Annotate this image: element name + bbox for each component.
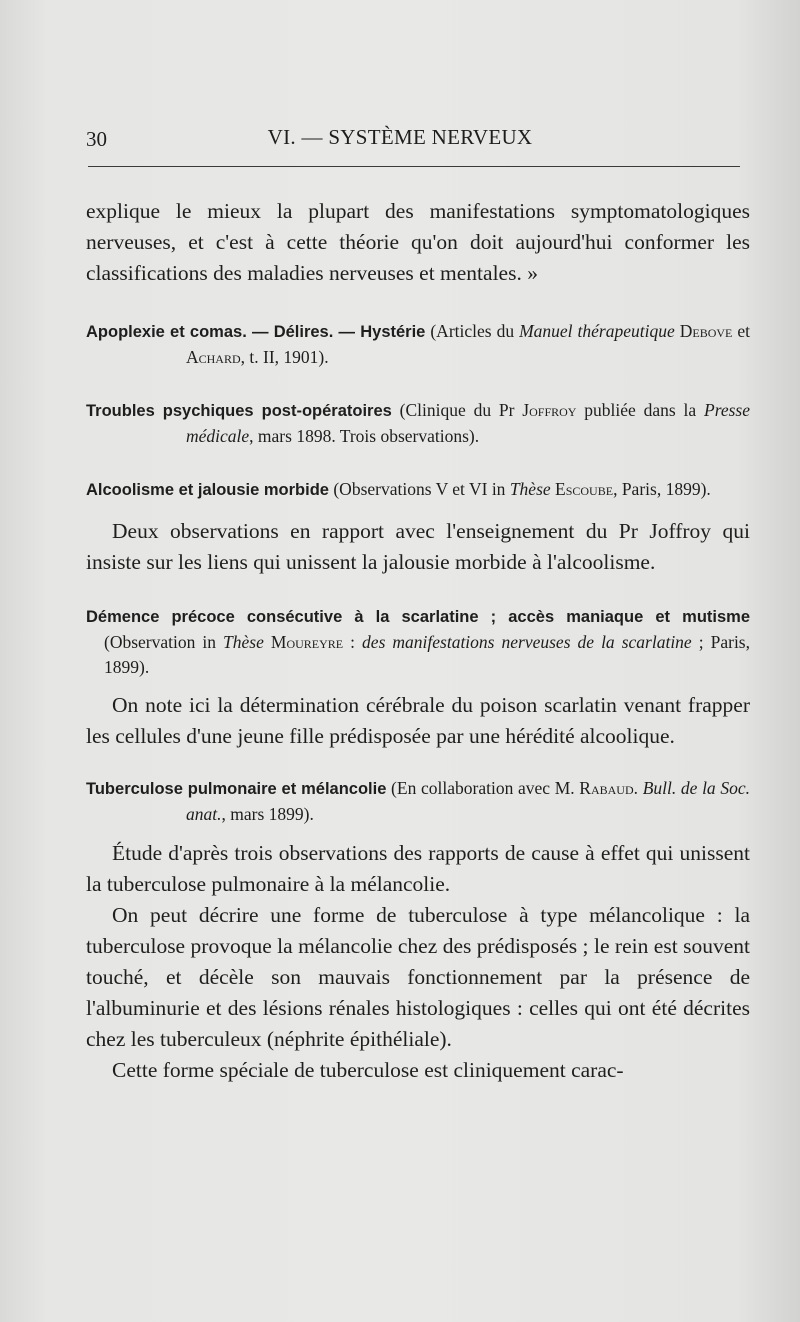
header-rule [88,166,740,167]
paragraph-forme: On peut décrire une forme de tuberculose à type mélancolique : la tuberculose provoque la mélancolie chez des prédisposés ; le rein est souvent touché, et décèle son mauvais fonctionnement par la présence de l'albuminurie et des lésions rénales histologiques : celles qui ont été décrites chez les tuberculeux (néphrite épithéliale). [86,903,750,1051]
entry-title: Alcoolisme et jalousie morbide [86,481,329,499]
entry-title: Apoplexie et comas. — Délires. — Hystérie [86,323,426,341]
bibliography-entry-tuberculose: Tuberculose pulmonaire et mélancolie (En collaboration avec M. Rabaud. Bull. de la Soc. anat., mars 1899). [86,778,750,824]
paragraph-etude: Étude d'après trois observations des rapports de cause à effet qui unissent la tuberculose pulmonaire à la mélancolie. [86,841,750,896]
bibliography-entry-demence: Démence précoce consécutive à la scarlatine ; accès maniaque et mutisme (Observation in Thèse Moureyre : des manifestations nerveuses de la scarlatine ; Paris, 1899). [86,608,750,677]
paragraph-scarlatin: On note ici la détermination cérébrale du poison scarlatin venant frapper les cellules d'une jeune fille prédisposée par une hérédité alcoolique. [86,693,750,748]
bibliography-entry-alcoolisme: Alcoolisme et jalousie morbide (Observations V et VI in Thèse Escoube, Paris, 1899). [86,479,711,499]
entry-title: Troubles psychiques post-opératoires [86,402,392,420]
running-head: VI. — SYSTÈME NERVEUX [267,125,533,149]
entry-title: Tuberculose pulmonaire et mélancolie [86,780,387,798]
page-body [86,196,750,1086]
paragraph-cette-forme: Cette forme spéciale de tuberculose est cliniquement carac- [112,1058,624,1082]
entry-title: Démence précoce consécutive à la scarlatine ; accès maniaque et mutisme [86,608,750,626]
paragraph-quote-end: explique le mieux la plupart des manifestations symptomatologiques nerveuses, et c'est à cette théorie qu'on doit aujourd'hui conformer les classifications des maladies nerveuses et mentales. » [86,199,750,285]
paragraph-jalousie: Deux observations en rapport avec l'enseignement du Pr Joffroy qui insiste sur les liens qui unissent la jalousie morbide à l'alcoolisme. [86,519,750,574]
page-number: 30 [86,127,107,151]
bibliography-entry-troubles: Troubles psychiques post-opératoires (Clinique du Pr Joffroy publiée dans la Presse médicale, mars 1898. Trois observations). [86,400,751,446]
bibliography-entry-apoplexie: Apoplexie et comas. — Délires. — Hystérie (Articles du Manuel thérapeutique Debove et Achard, t. II, 1901). [86,321,750,367]
